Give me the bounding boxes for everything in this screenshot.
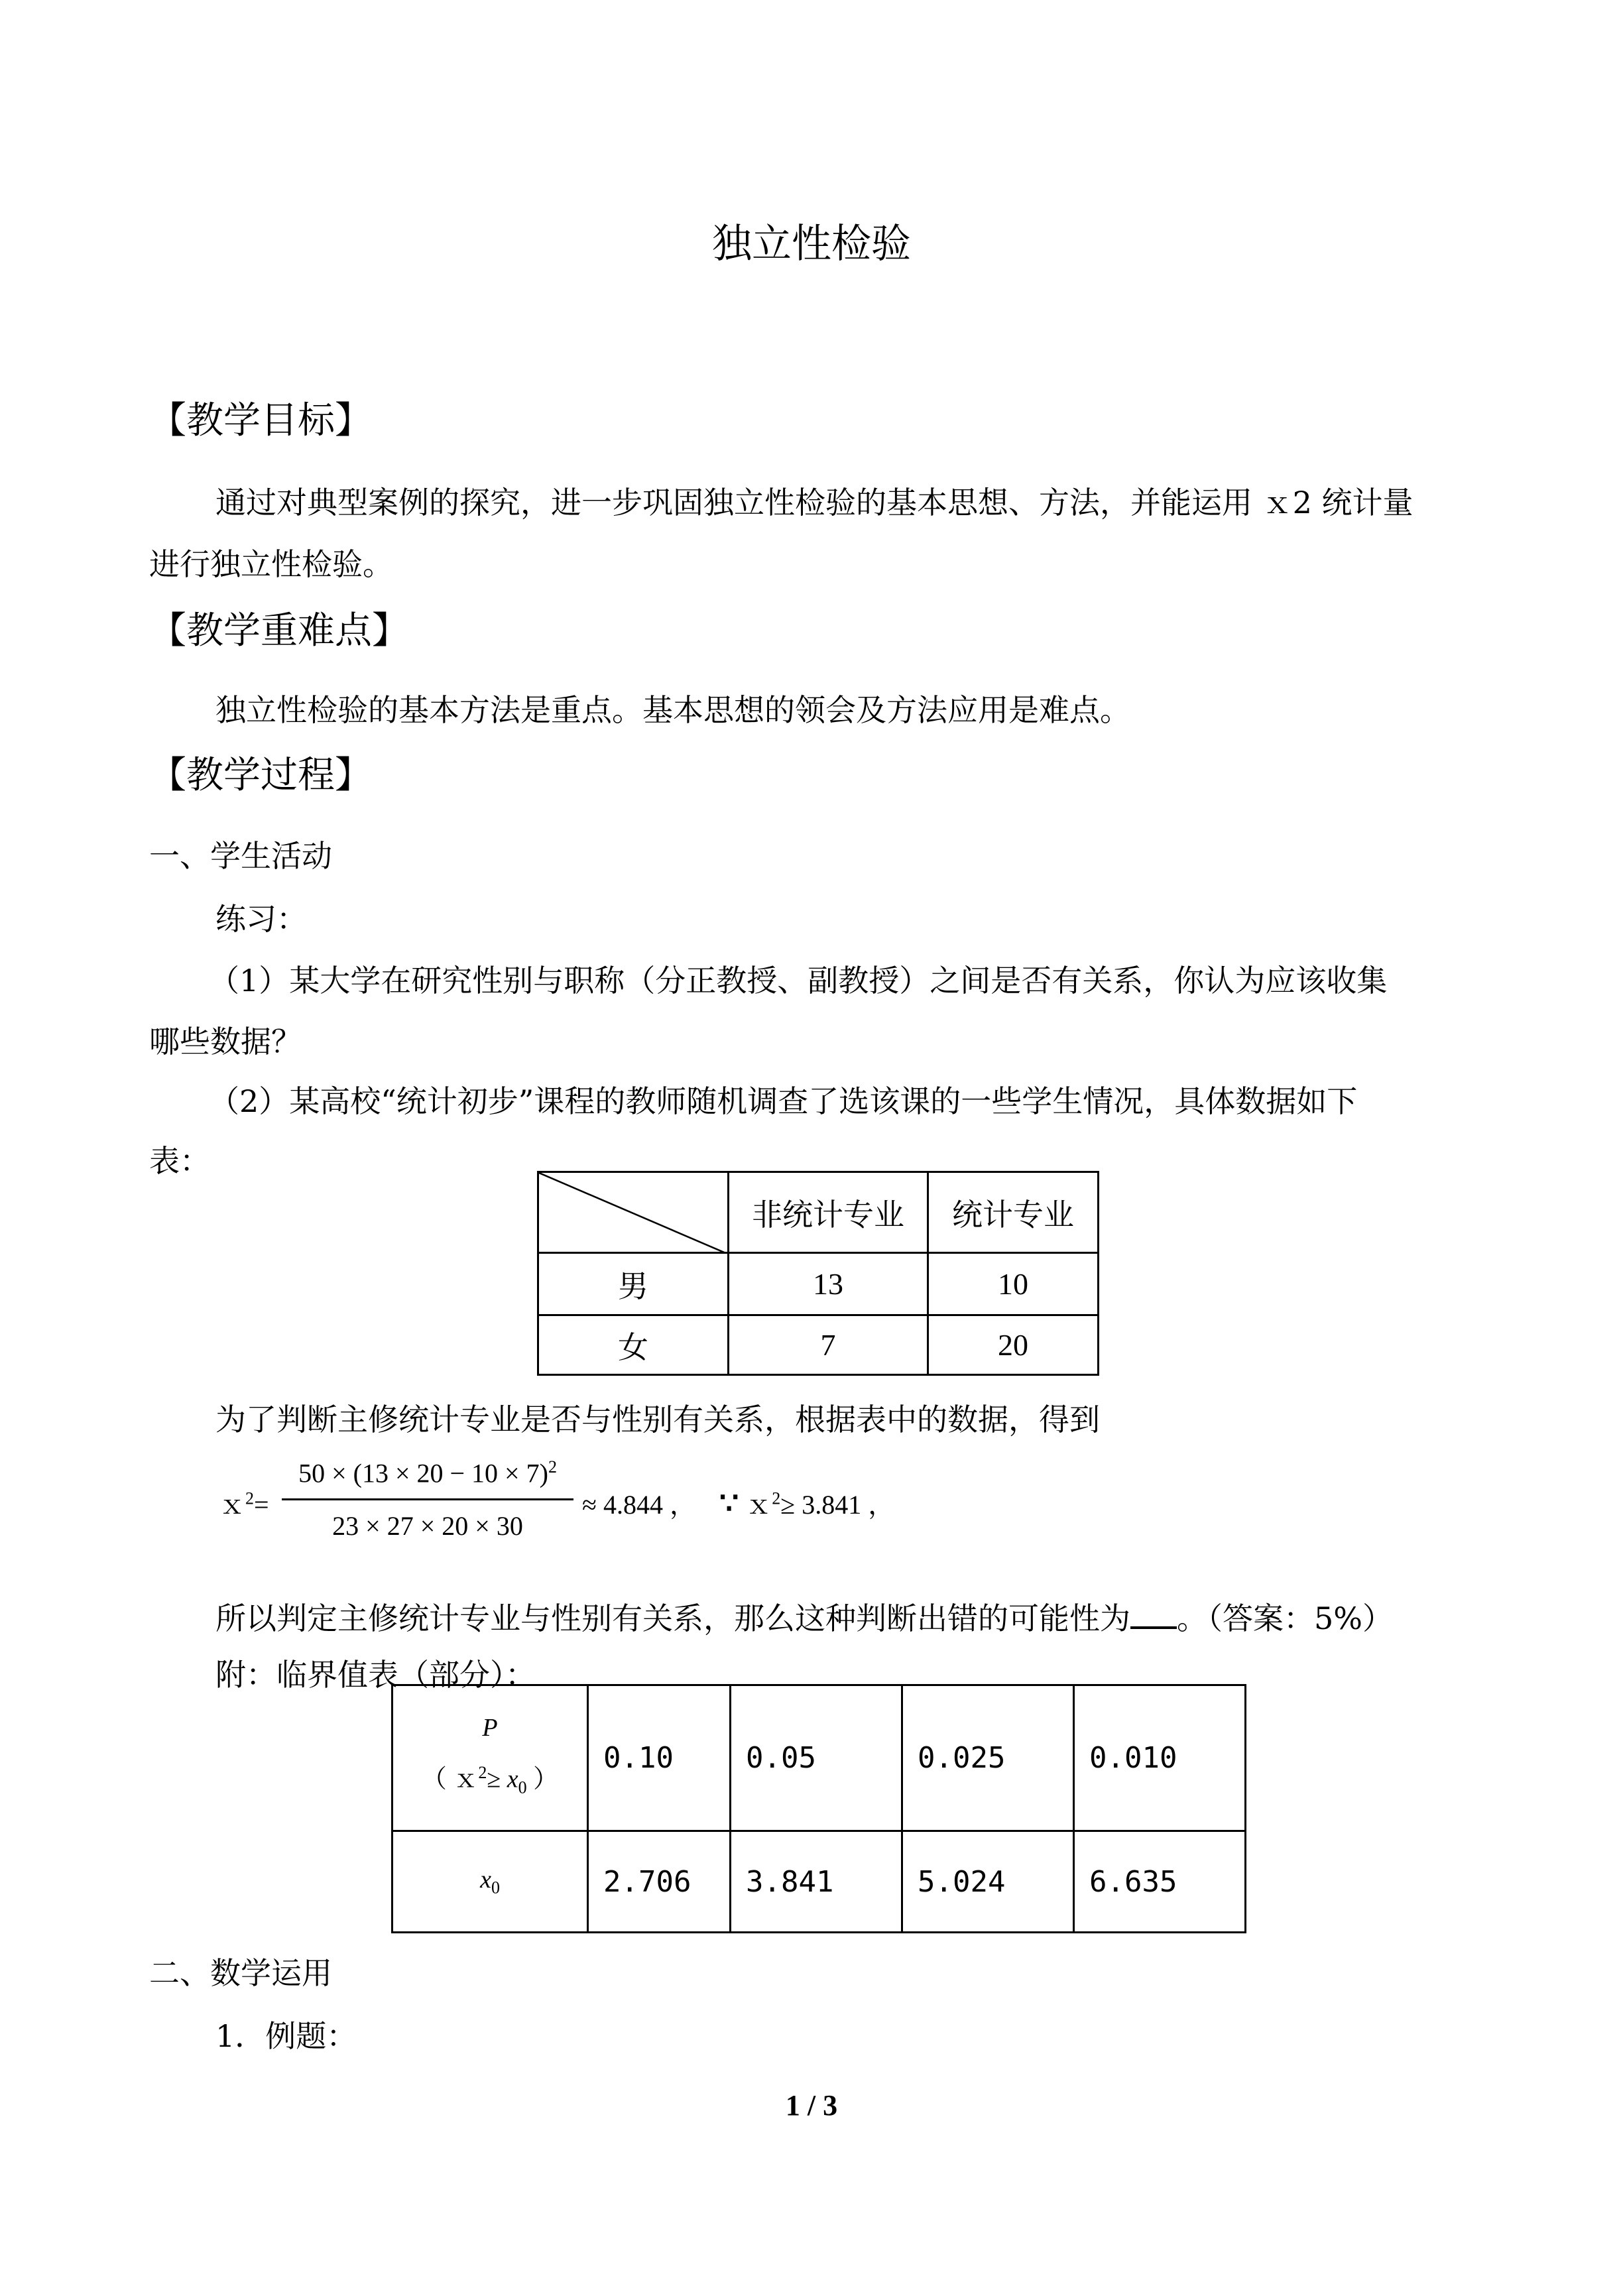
x0-value-3: 5.024	[902, 1831, 1074, 1933]
condition-open: （ ｘ	[421, 1766, 479, 1794]
practice-label: 练习：	[215, 901, 307, 937]
question-2-line2: 表：	[149, 1143, 210, 1179]
p-value-2: 0.05	[731, 1685, 902, 1831]
key-points-text: 独立性检验的基本方法是重点。基本思想的领会及方法应用是难点。	[215, 692, 1130, 728]
diagonal-line	[539, 1173, 727, 1254]
p-value-4: 0.010	[1074, 1685, 1246, 1831]
question-2-line1: （2）某高校“统计初步”课程的教师随机调查了选该课的一些学生情况，具体数据如下	[209, 1083, 1358, 1119]
x0-value-1: 2.706	[588, 1831, 731, 1933]
condition-close: ）	[533, 1766, 559, 1794]
threshold-comparison: ≥ 3.841 ，	[780, 1490, 895, 1520]
x0-subscript: 0	[491, 1878, 500, 1898]
process-heading: 【教学过程】	[149, 754, 372, 797]
conclusion-line	[215, 1595, 1393, 1638]
table-row	[538, 1253, 1099, 1315]
condition-x: x	[507, 1766, 518, 1794]
chi-square-exponent-2: 2	[772, 1488, 781, 1508]
condition-ge: ≥	[487, 1766, 501, 1794]
header-non-statistics: 非统计专业	[729, 1172, 928, 1253]
numerator-exponent: 2	[548, 1457, 557, 1477]
conclusion-answer: 。（答案：5%）	[1177, 1601, 1393, 1636]
fraction-bar	[282, 1498, 573, 1500]
chi-square-lhs	[219, 1484, 269, 1522]
x0-value-4: 6.635	[1074, 1831, 1246, 1933]
math-application-heading: 二、数学运用	[149, 1955, 332, 1991]
cell-female-non-statistics: 7	[729, 1315, 928, 1375]
conclusion-text: 所以判定主修统计专业与性别有关系，那么这种判断出错的可能性为	[215, 1601, 1130, 1636]
numerator-text: 50 × (13 × 20 − 10 × 7)	[298, 1458, 548, 1488]
cell-male-statistics: 10	[928, 1253, 1099, 1315]
because-comparison	[719, 1484, 894, 1522]
contingency-table	[537, 1171, 1099, 1376]
cell-female-statistics: 20	[928, 1315, 1099, 1375]
p-value-3: 0.025	[902, 1685, 1074, 1831]
p-condition	[393, 1750, 587, 1810]
appendix-label: 附：临界值表（部分）：	[215, 1657, 536, 1693]
page-title: 独立性检验	[712, 221, 911, 267]
fraction-numerator	[282, 1457, 573, 1488]
row-label-female: 女	[538, 1315, 729, 1375]
example-label: 1．例题：	[215, 2018, 357, 2054]
x0-header-cell	[392, 1831, 588, 1933]
fraction-denominator: 23 × 27 × 20 × 30	[332, 1511, 523, 1541]
analysis-intro: 为了判断主修统计专业是否与性别有关系，根据表中的数据，得到	[215, 1402, 1100, 1437]
x0-label: x	[480, 1866, 491, 1894]
student-activity-heading: 一、学生活动	[149, 838, 332, 874]
question-1-line1: （1）某大学在研究性别与职称（分正教授、副教授）之间是否有关系，你认为应该收集	[209, 963, 1388, 998]
approx-result: ≈ 4.844 ，	[582, 1490, 696, 1520]
row-label-male: 男	[538, 1253, 729, 1315]
because-symbol: ∵	[719, 1486, 739, 1520]
critical-value-table	[391, 1684, 1246, 1933]
objective-text-line2: 进行独立性检验。	[149, 546, 393, 582]
equals-sign: =	[254, 1490, 269, 1520]
condition-x-subscript: 0	[518, 1778, 527, 1797]
chi-symbol-2: ｘ	[745, 1490, 772, 1520]
p-header-cell	[392, 1685, 588, 1831]
question-1-line2: 哪些数据？	[149, 1024, 302, 1059]
page-number: 1 / 3	[785, 2089, 838, 2122]
diagonal-header-cell	[538, 1172, 729, 1253]
chi-symbol: ｘ	[219, 1490, 245, 1520]
p-label: P	[482, 1714, 498, 1742]
cell-male-non-statistics: 13	[729, 1253, 928, 1315]
x0-value-2: 3.841	[731, 1831, 902, 1933]
table-row	[392, 1831, 1246, 1933]
condition-exponent: 2	[478, 1763, 487, 1783]
objective-text-line1: 通过对典型案例的探究，进一步巩固独立性检验的基本思想、方法，并能运用 ｘ2 统计量	[215, 485, 1413, 520]
p-value-1: 0.10	[588, 1685, 731, 1831]
answer-blank	[1130, 1600, 1177, 1629]
key-points-heading: 【教学重难点】	[149, 609, 409, 652]
objective-heading: 【教学目标】	[149, 399, 372, 442]
table-row	[392, 1685, 1246, 1831]
table-row	[538, 1315, 1099, 1375]
chi-square-exponent: 2	[245, 1488, 254, 1508]
header-statistics: 统计专业	[928, 1172, 1099, 1253]
